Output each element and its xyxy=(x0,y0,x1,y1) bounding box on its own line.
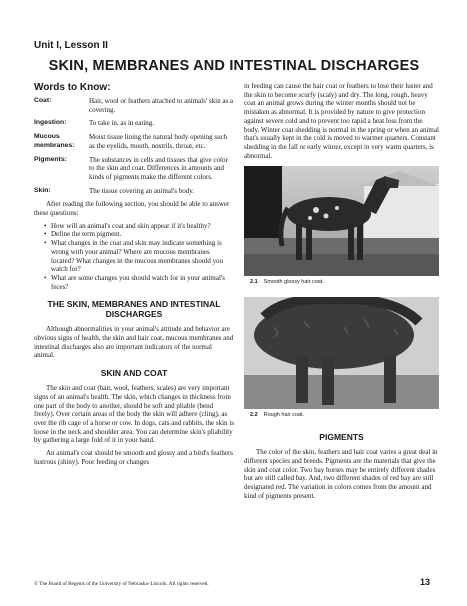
term-label: Ingestion: xyxy=(34,119,67,127)
figure-number: 2.2 xyxy=(250,412,258,419)
term-row-coat xyxy=(34,97,234,114)
page-title: SKIN, MEMBRANES AND INTESTINAL DISCHARGES xyxy=(48,58,420,74)
term-label: Skin: xyxy=(34,186,51,194)
section-heading-pigments: PIGMENTS xyxy=(319,432,364,443)
page-number: 13 xyxy=(420,577,431,587)
term-definition: To take in, as in eating. xyxy=(89,119,155,128)
intro-paragraph: After reading the following section, you should be able to answer these questions: xyxy=(34,200,230,218)
horse-rough-image xyxy=(244,297,439,409)
figure-caption-2-2 xyxy=(250,412,439,418)
left-column xyxy=(34,82,234,471)
horse-photo-rough xyxy=(244,297,439,409)
question-item: • How will an animal's coat and skin appear if it's healthy? xyxy=(44,222,234,231)
copyright-footer: © The Board of Regents of the University of Nebraska–Lincoln. All rights reserved. xyxy=(34,581,209,587)
continued-paragraph: in feeding can cause the hair coat or feathers to lose their luster and the skin to become scurfy (scaly) and dry. The long, rough, heavy coat an animal grows during the winter months should not be mistaken as abnormal. It is provided by nature to give protection against severe cold and to prevent too rapid a heat loss from the body. Winter coat shedding is normal in the spring or when an animal that's usually kept in the cold is moved to warmer quarters. Constant shedding in the fall or early winter, except in very warm quarters, is abnormal. xyxy=(244,82,439,160)
section-paragraph: Although abnormalities in your animal's attitude and behavior are obvious signs of health, the skin and hair coat, mucous membranes and intestinal discharges also are important indicators of the normal animal. xyxy=(34,325,234,360)
right-column xyxy=(244,82,439,505)
unit-label: Unit I, Lesson II xyxy=(34,40,108,51)
term-definition: Moist tissue lining the natural body opening such as the eyelids, mouth, nostrils, throat, etc. xyxy=(89,133,228,150)
term-label: Mucous membranes: xyxy=(34,133,75,149)
term-definition: Hair, wool or feathers attached to animals' skin as a covering. xyxy=(89,97,234,114)
figure-caption-text: Rough hair coat. xyxy=(263,412,305,419)
term-row-ingestion xyxy=(34,119,234,128)
section-heading-skin-membranes: THE SKIN, MEMBRANES AND INTESTINAL DISCHARGES xyxy=(47,299,221,320)
term-label: Pigments: xyxy=(34,155,67,163)
term-definition: The tissue covering an animal's body. xyxy=(89,186,195,195)
term-row-skin xyxy=(34,187,234,196)
words-to-know-heading: Words to Know: xyxy=(34,82,111,93)
term-row-pigments xyxy=(34,156,234,182)
term-definition: The substances in cells and tissues that give color to the skin and coat. Differences in amounts and kinds of pigments make the different colors. xyxy=(89,155,228,181)
pigments-paragraph: The color of the skin, feathers and hair coat varies a great deal in different species and breeds. Pigments are the materials that give the skin and coat color. Two bay horses may be entirely different shades but are still called bay. And, two different shades of red bay are still designated red. The variation in colors comes from the amount and kind of pigments present. xyxy=(244,448,438,500)
question-list xyxy=(44,222,234,292)
term-label: Coat: xyxy=(34,97,52,104)
term-row-mucous-membranes xyxy=(34,133,234,150)
question-item: • What are some changes you should watch for in your animal's feces? xyxy=(44,274,234,291)
section-paragraph: An animal's coat should be smooth and glossy and a bird's feathers lustrous (shiny). Poor feeding or changes xyxy=(34,449,234,466)
figure-number: 2.1 xyxy=(250,279,258,286)
horse-glossy-image xyxy=(244,166,439,276)
question-item: • Define the term pigment. xyxy=(44,230,234,239)
question-item: • What changes in the coat and skin may indicate something is wrong with your animal? Where are mucous membranes located? What changes in the mucous membranes should you watch for? xyxy=(44,239,234,274)
figure-caption-text: Smooth glossy hair coat. xyxy=(263,279,324,286)
section-paragraph: The skin and coat (hair, wool, feathers, scales) are very important signs of an animal's health. The skin, which changes in thickness from one part of the body to another, should be soft and pliable (bend freely). Over certain areas of the body the skin will adhere (cling), as over the rib cage of a horse or cow. In dogs, cats and rabbits, the skin is loose in the neck and shoulder area. You can determine skin's pliability by gathering a large fold of it in your hand. xyxy=(34,384,234,445)
figure-caption-2-1 xyxy=(250,279,439,285)
horse-photo-glossy xyxy=(244,166,439,276)
section-heading-skin-and-coat: SKIN AND COAT xyxy=(100,368,168,379)
